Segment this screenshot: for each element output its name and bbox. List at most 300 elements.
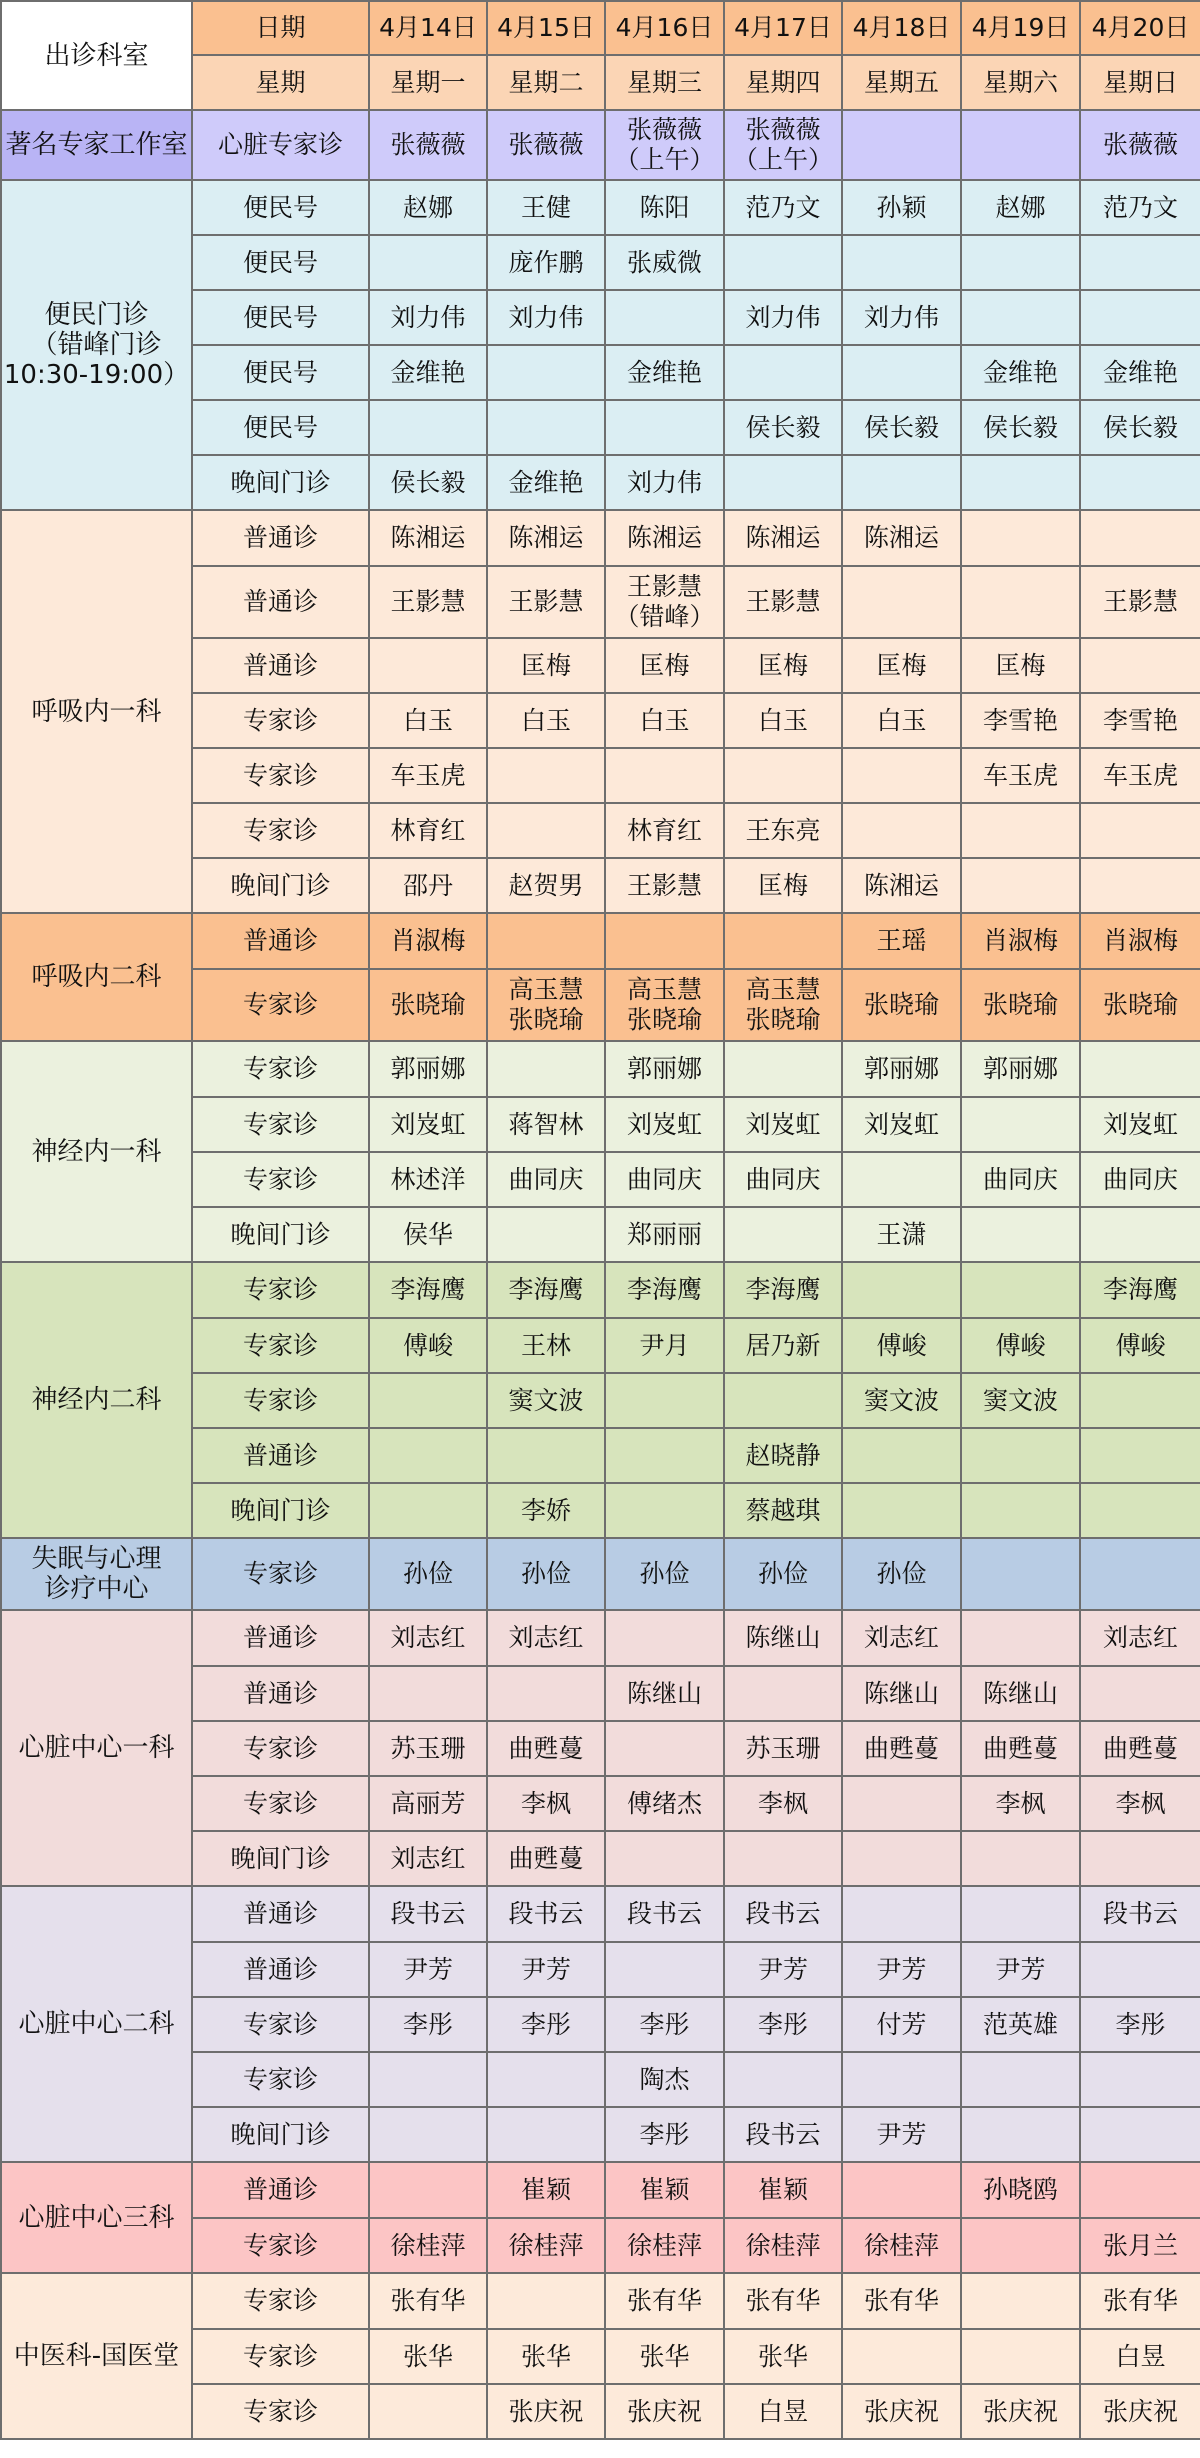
doctor-cell — [487, 2273, 605, 2329]
clinic-type-cell: 专家诊 — [192, 2218, 369, 2273]
doctor-cell — [961, 2218, 1080, 2273]
date-cell: 4月17日 — [724, 1, 842, 55]
clinic-type-cell: 便民号 — [192, 290, 369, 345]
doctor-cell — [1080, 2162, 1200, 2218]
doctor-cell: 张薇薇 — [487, 110, 605, 180]
doctor-cell: 金维艳 — [1080, 345, 1200, 400]
doctor-cell: 侯长毅 — [961, 400, 1080, 455]
doctor-cell — [487, 1041, 605, 1097]
doctor-cell — [1080, 510, 1200, 566]
doctor-cell — [605, 1373, 724, 1428]
doctor-cell — [487, 400, 605, 455]
doctor-cell: 窦文波 — [961, 1373, 1080, 1428]
doctor-cell: 张庆祝 — [842, 2384, 961, 2439]
doctor-cell: 孙晓鸥 — [961, 2162, 1080, 2218]
doctor-cell: 匡梅 — [487, 638, 605, 693]
doctor-cell: 刘志红 — [842, 1610, 961, 1666]
doctor-cell: 徐桂萍 — [487, 2218, 605, 2273]
doctor-cell: 张华 — [724, 2329, 842, 2384]
doctor-cell: 段书云 — [487, 1886, 605, 1942]
schedule-row — [1, 1538, 1200, 1610]
doctor-cell: 李彤 — [605, 1997, 724, 2052]
date-label: 日期 — [192, 1, 369, 55]
doctor-cell: 郭丽娜 — [605, 1041, 724, 1097]
doctor-cell: 李枫 — [961, 1776, 1080, 1831]
doctor-cell: 张晓瑜 — [1080, 969, 1200, 1041]
weekday-cell: 星期日 — [1080, 55, 1200, 110]
doctor-cell — [487, 2052, 605, 2107]
department-cell: 心脏中心三科 — [1, 2162, 192, 2273]
doctor-cell: 王健 — [487, 180, 605, 235]
doctor-cell: 张庆祝 — [487, 2384, 605, 2439]
doctor-cell: 林述洋 — [369, 1152, 487, 1207]
doctor-cell: 张庆祝 — [1080, 2384, 1200, 2439]
doctor-cell — [842, 566, 961, 638]
doctor-cell: 刘力伟 — [369, 290, 487, 345]
doctor-cell: 傅峻 — [369, 1318, 487, 1373]
doctor-cell — [487, 803, 605, 858]
doctor-cell — [724, 1831, 842, 1886]
doctor-cell: 曲甦蔓 — [961, 1721, 1080, 1776]
doctor-cell: 窦文波 — [842, 1373, 961, 1428]
doctor-cell — [1080, 1428, 1200, 1483]
doctor-cell: 陈湘运 — [605, 510, 724, 566]
clinic-type-cell: 专家诊 — [192, 2384, 369, 2439]
schedule-row — [1, 2273, 1200, 2329]
doctor-cell — [487, 345, 605, 400]
doctor-cell — [487, 2107, 605, 2162]
doctor-cell — [605, 1428, 724, 1483]
doctor-cell: 金维艳 — [369, 345, 487, 400]
doctor-cell: 张有华 — [842, 2273, 961, 2329]
doctor-cell: 陈继山 — [724, 1610, 842, 1666]
clinic-type-cell: 专家诊 — [192, 1041, 369, 1097]
date-cell: 4月15日 — [487, 1, 605, 55]
doctor-cell — [842, 2329, 961, 2384]
doctor-cell — [369, 2107, 487, 2162]
doctor-cell: 段书云 — [605, 1886, 724, 1942]
doctor-cell — [842, 2052, 961, 2107]
doctor-cell: 尹月 — [605, 1318, 724, 1373]
doctor-cell — [842, 1152, 961, 1207]
doctor-cell: 张华 — [369, 2329, 487, 2384]
doctor-cell: 李彤 — [605, 2107, 724, 2162]
doctor-cell: 陈阳 — [605, 180, 724, 235]
clinic-type-cell: 晚间门诊 — [192, 1831, 369, 1886]
doctor-cell — [1080, 1538, 1200, 1610]
clinic-type-cell: 晚间门诊 — [192, 455, 369, 510]
doctor-cell — [961, 2329, 1080, 2384]
doctor-cell: 李海鹰 — [487, 1262, 605, 1318]
doctor-cell: 李彤 — [724, 1997, 842, 2052]
date-cell: 4月16日 — [605, 1, 724, 55]
clinic-type-cell: 普通诊 — [192, 1428, 369, 1483]
department-cell: 中医科-国医堂 — [1, 2273, 192, 2439]
doctor-cell: 白玉 — [369, 693, 487, 748]
doctor-cell: 刘志红 — [487, 1610, 605, 1666]
doctor-cell: 车玉虎 — [369, 748, 487, 803]
doctor-cell: 刘志红 — [1080, 1610, 1200, 1666]
doctor-cell — [961, 510, 1080, 566]
clinic-type-cell: 便民号 — [192, 235, 369, 290]
doctor-cell: 曲同庆 — [487, 1152, 605, 1207]
doctor-cell: 傅峻 — [842, 1318, 961, 1373]
doctor-cell: 尹芳 — [842, 2107, 961, 2162]
doctor-cell: 李海鹰 — [369, 1262, 487, 1318]
doctor-cell: 刘力伟 — [487, 290, 605, 345]
doctor-cell — [961, 1886, 1080, 1942]
clinic-type-cell: 普通诊 — [192, 1886, 369, 1942]
doctor-cell — [605, 748, 724, 803]
doctor-cell — [369, 1428, 487, 1483]
doctor-cell: 王影慧 — [724, 566, 842, 638]
clinic-type-cell: 专家诊 — [192, 693, 369, 748]
doctor-cell: 刘力伟 — [842, 290, 961, 345]
doctor-cell: 王影慧 — [1080, 566, 1200, 638]
doctor-cell: 刘岌虹 — [369, 1097, 487, 1152]
doctor-cell — [605, 400, 724, 455]
doctor-cell — [961, 566, 1080, 638]
doctor-cell: 曲甦蔓 — [842, 1721, 961, 1776]
doctor-cell — [724, 1041, 842, 1097]
doctor-cell — [961, 1097, 1080, 1152]
doctor-cell: 傅绪杰 — [605, 1776, 724, 1831]
doctor-cell — [369, 2052, 487, 2107]
doctor-cell: 刘岌虹 — [724, 1097, 842, 1152]
doctor-cell: 王林 — [487, 1318, 605, 1373]
doctor-cell: 尹芳 — [842, 1942, 961, 1997]
doctor-cell — [369, 235, 487, 290]
date-cell: 4月14日 — [369, 1, 487, 55]
weekday-cell: 星期一 — [369, 55, 487, 110]
clinic-type-cell: 专家诊 — [192, 1373, 369, 1428]
department-cell: 神经内一科 — [1, 1041, 192, 1262]
clinic-type-cell: 心脏专家诊 — [192, 110, 369, 180]
doctor-cell: 曲同庆 — [1080, 1152, 1200, 1207]
clinic-type-cell: 晚间门诊 — [192, 1207, 369, 1262]
doctor-cell: 曲同庆 — [605, 1152, 724, 1207]
clinic-type-cell: 专家诊 — [192, 1262, 369, 1318]
doctor-cell — [487, 1428, 605, 1483]
doctor-cell: 林育红 — [369, 803, 487, 858]
doctor-cell: 林育红 — [605, 803, 724, 858]
doctor-cell — [369, 1483, 487, 1538]
doctor-cell: 侯长毅 — [842, 400, 961, 455]
doctor-cell — [369, 638, 487, 693]
doctor-cell: 刘力伟 — [605, 455, 724, 510]
doctor-cell — [961, 235, 1080, 290]
weekday-cell: 星期三 — [605, 55, 724, 110]
doctor-cell — [487, 748, 605, 803]
clinic-type-cell: 专家诊 — [192, 1776, 369, 1831]
schedule-row — [1, 1610, 1200, 1666]
doctor-cell: 陈湘运 — [369, 510, 487, 566]
doctor-cell: 陈湘运 — [724, 510, 842, 566]
doctor-cell — [605, 1721, 724, 1776]
doctor-cell: 张晓瑜 — [961, 969, 1080, 1041]
schedule-row — [1, 110, 1200, 180]
doctor-cell — [1080, 1483, 1200, 1538]
doctor-cell: 白昱 — [1080, 2329, 1200, 2384]
doctor-cell: 傅峻 — [1080, 1318, 1200, 1373]
doctor-cell: 范乃文 — [1080, 180, 1200, 235]
department-cell: 著名专家工作室 — [1, 110, 192, 180]
doctor-cell — [842, 803, 961, 858]
doctor-cell — [605, 1610, 724, 1666]
doctor-cell: 张庆祝 — [961, 2384, 1080, 2439]
doctor-cell — [724, 2052, 842, 2107]
doctor-cell: 张庆祝 — [605, 2384, 724, 2439]
doctor-cell — [1080, 1942, 1200, 1997]
doctor-cell — [487, 1666, 605, 1721]
doctor-cell: 尹芳 — [961, 1942, 1080, 1997]
doctor-cell: 李雪艳 — [961, 693, 1080, 748]
doctor-cell: 张薇薇 （上午） — [605, 110, 724, 180]
doctor-cell — [1080, 638, 1200, 693]
doctor-cell: 侯长毅 — [1080, 400, 1200, 455]
doctor-cell: 傅峻 — [961, 1318, 1080, 1373]
doctor-cell — [724, 345, 842, 400]
doctor-cell: 李彤 — [487, 1997, 605, 2052]
doctor-cell — [724, 235, 842, 290]
doctor-cell — [842, 1483, 961, 1538]
clinic-type-cell: 专家诊 — [192, 803, 369, 858]
clinic-type-cell: 专家诊 — [192, 969, 369, 1041]
doctor-cell: 庞作鹏 — [487, 235, 605, 290]
doctor-cell — [605, 1942, 724, 1997]
doctor-cell — [842, 748, 961, 803]
doctor-cell: 高玉慧 张晓瑜 — [605, 969, 724, 1041]
clinic-type-cell: 专家诊 — [192, 1152, 369, 1207]
corner-cell: 出诊科室 — [1, 1, 192, 110]
doctor-cell: 陈湘运 — [842, 510, 961, 566]
clinic-type-cell: 专家诊 — [192, 1997, 369, 2052]
doctor-cell — [487, 1207, 605, 1262]
department-cell: 呼吸内二科 — [1, 913, 192, 1041]
doctor-cell: 李海鹰 — [724, 1262, 842, 1318]
doctor-cell: 王潇 — [842, 1207, 961, 1262]
doctor-cell: 陶杰 — [605, 2052, 724, 2107]
doctor-cell: 金维艳 — [961, 345, 1080, 400]
doctor-cell: 张晓瑜 — [369, 969, 487, 1041]
clinic-type-cell: 晚间门诊 — [192, 858, 369, 913]
doctor-cell: 车玉虎 — [1080, 748, 1200, 803]
doctor-cell: 李彤 — [369, 1997, 487, 2052]
doctor-cell: 肖淑梅 — [1080, 913, 1200, 969]
clinic-type-cell: 专家诊 — [192, 1721, 369, 1776]
doctor-cell: 张威微 — [605, 235, 724, 290]
doctor-cell — [1080, 1207, 1200, 1262]
doctor-cell — [842, 235, 961, 290]
doctor-cell: 李枫 — [1080, 1776, 1200, 1831]
doctor-cell: 李海鹰 — [605, 1262, 724, 1318]
doctor-cell — [1080, 1373, 1200, 1428]
doctor-cell: 范英雄 — [961, 1997, 1080, 2052]
doctor-cell: 孙俭 — [487, 1538, 605, 1610]
clinic-type-cell: 专家诊 — [192, 2052, 369, 2107]
doctor-cell: 李娇 — [487, 1483, 605, 1538]
doctor-cell: 徐桂萍 — [369, 2218, 487, 2273]
doctor-cell: 高丽芳 — [369, 1776, 487, 1831]
doctor-cell — [842, 1776, 961, 1831]
doctor-cell: 蒋智林 — [487, 1097, 605, 1152]
doctor-cell — [605, 913, 724, 969]
schedule-row — [1, 2162, 1200, 2218]
doctor-cell: 窦文波 — [487, 1373, 605, 1428]
clinic-type-cell: 晚间门诊 — [192, 1483, 369, 1538]
doctor-cell: 刘志红 — [369, 1831, 487, 1886]
doctor-cell: 张华 — [487, 2329, 605, 2384]
doctor-cell: 李雪艳 — [1080, 693, 1200, 748]
doctor-cell: 侯长毅 — [369, 455, 487, 510]
doctor-cell: 张月兰 — [1080, 2218, 1200, 2273]
doctor-cell: 孙俭 — [724, 1538, 842, 1610]
schedule-row — [1, 1262, 1200, 1318]
doctor-cell — [1080, 2052, 1200, 2107]
doctor-cell: 陈继山 — [961, 1666, 1080, 1721]
clinic-type-cell: 普通诊 — [192, 510, 369, 566]
doctor-cell — [1080, 858, 1200, 913]
doctor-cell: 段书云 — [724, 2107, 842, 2162]
clinic-type-cell: 专家诊 — [192, 2329, 369, 2384]
doctor-cell: 刘志红 — [369, 1610, 487, 1666]
schedule-row — [1, 180, 1200, 235]
doctor-cell: 陈继山 — [605, 1666, 724, 1721]
doctor-cell: 白玉 — [605, 693, 724, 748]
doctor-cell: 孙俭 — [605, 1538, 724, 1610]
doctor-cell — [842, 1262, 961, 1318]
clinic-type-cell: 普通诊 — [192, 638, 369, 693]
doctor-cell: 刘岌虹 — [842, 1097, 961, 1152]
doctor-cell — [1080, 1831, 1200, 1886]
doctor-cell: 范乃文 — [724, 180, 842, 235]
doctor-cell: 曲甦蔓 — [487, 1831, 605, 1886]
department-cell: 心脏中心一科 — [1, 1610, 192, 1886]
doctor-cell — [961, 1831, 1080, 1886]
doctor-cell: 郭丽娜 — [961, 1041, 1080, 1097]
schedule-row — [1, 913, 1200, 969]
department-cell: 呼吸内一科 — [1, 510, 192, 913]
doctor-cell: 孙俭 — [842, 1538, 961, 1610]
doctor-cell — [842, 110, 961, 180]
clinic-type-cell: 普通诊 — [192, 566, 369, 638]
doctor-cell: 赵晓静 — [724, 1428, 842, 1483]
doctor-cell — [369, 1666, 487, 1721]
clinic-type-cell: 普通诊 — [192, 1610, 369, 1666]
doctor-cell: 陈湘运 — [842, 858, 961, 913]
doctor-cell — [724, 1207, 842, 1262]
doctor-cell: 侯长毅 — [724, 400, 842, 455]
clinic-type-cell: 专家诊 — [192, 1318, 369, 1373]
doctor-cell — [842, 455, 961, 510]
weekday-cell: 星期二 — [487, 55, 605, 110]
doctor-cell: 匡梅 — [724, 638, 842, 693]
doctor-cell: 张有华 — [369, 2273, 487, 2329]
doctor-cell — [961, 858, 1080, 913]
doctor-cell — [961, 1538, 1080, 1610]
doctor-cell — [724, 455, 842, 510]
doctor-cell: 肖淑梅 — [369, 913, 487, 969]
doctor-cell — [961, 803, 1080, 858]
doctor-cell — [961, 1262, 1080, 1318]
clinic-type-cell: 便民号 — [192, 400, 369, 455]
doctor-cell — [961, 1207, 1080, 1262]
doctor-cell: 张有华 — [724, 2273, 842, 2329]
doctor-cell — [842, 1428, 961, 1483]
doctor-cell — [1080, 290, 1200, 345]
doctor-cell: 徐桂萍 — [842, 2218, 961, 2273]
doctor-cell: 李彤 — [1080, 1997, 1200, 2052]
doctor-cell — [961, 1610, 1080, 1666]
doctor-cell: 张华 — [605, 2329, 724, 2384]
doctor-cell: 蔡越琪 — [724, 1483, 842, 1538]
doctor-cell: 李枫 — [724, 1776, 842, 1831]
doctor-cell: 刘岌虹 — [605, 1097, 724, 1152]
clinic-type-cell: 便民号 — [192, 180, 369, 235]
doctor-cell: 尹芳 — [724, 1942, 842, 1997]
weekday-label: 星期 — [192, 55, 369, 110]
doctor-cell: 崔颖 — [724, 2162, 842, 2218]
doctor-cell — [1080, 2107, 1200, 2162]
doctor-cell — [724, 913, 842, 969]
doctor-cell — [1080, 235, 1200, 290]
doctor-cell: 段书云 — [1080, 1886, 1200, 1942]
date-cell: 4月18日 — [842, 1, 961, 55]
doctor-cell: 白昱 — [724, 2384, 842, 2439]
doctor-cell: 白玉 — [724, 693, 842, 748]
doctor-cell: 肖淑梅 — [961, 913, 1080, 969]
clinic-type-cell: 专家诊 — [192, 1097, 369, 1152]
doctor-cell: 张有华 — [1080, 2273, 1200, 2329]
doctor-cell: 高玉慧 张晓瑜 — [724, 969, 842, 1041]
schedule-row — [1, 1886, 1200, 1942]
doctor-cell: 苏玉珊 — [724, 1721, 842, 1776]
doctor-cell: 赵娜 — [369, 180, 487, 235]
doctor-cell: 王瑶 — [842, 913, 961, 969]
department-cell: 神经内二科 — [1, 1262, 192, 1538]
doctor-cell: 侯华 — [369, 1207, 487, 1262]
doctor-cell: 王东亮 — [724, 803, 842, 858]
doctor-cell: 陈继山 — [842, 1666, 961, 1721]
doctor-cell — [369, 1373, 487, 1428]
doctor-cell — [1080, 803, 1200, 858]
doctor-cell — [842, 2162, 961, 2218]
doctor-cell: 郭丽娜 — [842, 1041, 961, 1097]
doctor-cell — [961, 2052, 1080, 2107]
doctor-cell — [1080, 1666, 1200, 1721]
doctor-cell: 王影慧 — [369, 566, 487, 638]
doctor-cell — [605, 1483, 724, 1538]
doctor-cell — [961, 2107, 1080, 2162]
doctor-cell: 孙俭 — [369, 1538, 487, 1610]
doctor-cell: 张晓瑜 — [842, 969, 961, 1041]
doctor-cell: 赵娜 — [961, 180, 1080, 235]
doctor-cell: 金维艳 — [605, 345, 724, 400]
doctor-cell: 李海鹰 — [1080, 1262, 1200, 1318]
doctor-cell: 匡梅 — [605, 638, 724, 693]
doctor-cell — [369, 2384, 487, 2439]
doctor-cell — [961, 1428, 1080, 1483]
doctor-cell: 曲同庆 — [724, 1152, 842, 1207]
doctor-cell — [724, 748, 842, 803]
doctor-cell: 匡梅 — [842, 638, 961, 693]
clinic-type-cell: 便民号 — [192, 345, 369, 400]
doctor-cell: 王影慧 （错峰） — [605, 566, 724, 638]
doctor-cell — [1080, 455, 1200, 510]
doctor-cell: 孙颖 — [842, 180, 961, 235]
department-cell: 便民门诊 （错峰门诊 10:30-19:00） — [1, 180, 192, 510]
doctor-cell: 郭丽娜 — [369, 1041, 487, 1097]
